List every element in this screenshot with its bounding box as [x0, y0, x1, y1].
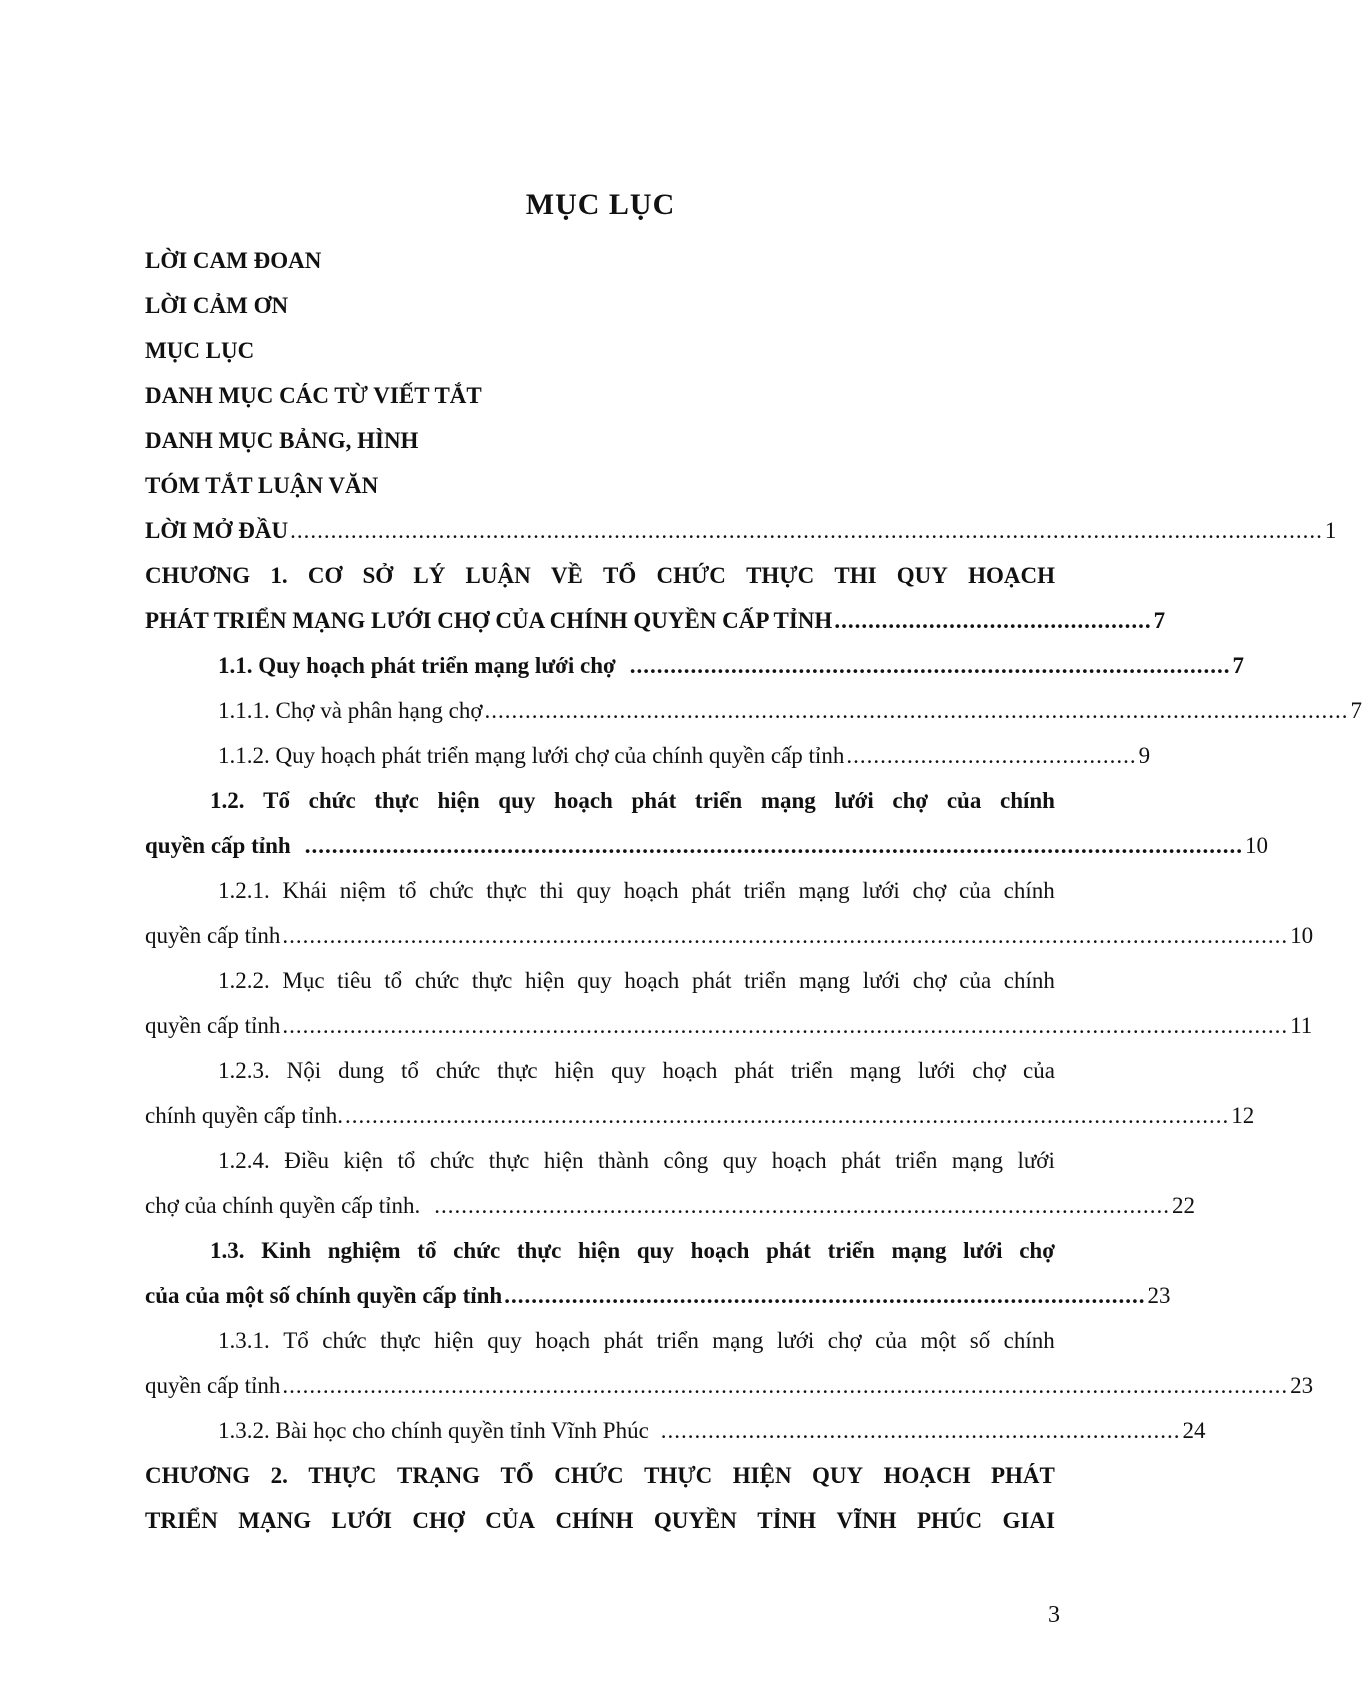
toc-entry-chuong-1-line1[interactable] — [145, 559, 1055, 593]
dot-leader: ..................................................................................................................................................... — [282, 1013, 1289, 1038]
word: triển — [743, 878, 786, 903]
dot-leader: ......................................................................................... — [629, 653, 1231, 678]
word: quy — [636, 1238, 674, 1263]
word: lưới — [963, 1238, 1003, 1263]
word: tổ — [398, 878, 417, 903]
word: THỰC — [644, 1463, 713, 1488]
word: chợ — [912, 878, 947, 903]
word: mạng — [760, 788, 816, 813]
entry-page: 7 — [1232, 653, 1244, 678]
toc-entry-1-3-1-line1[interactable] — [218, 1324, 1055, 1358]
word: Khái — [282, 878, 328, 903]
toc-entry-chuong-2-line1[interactable] — [145, 1459, 1055, 1493]
word: CHƯƠNG — [145, 1463, 251, 1488]
word: chức — [429, 1148, 475, 1173]
word: Nội — [286, 1058, 322, 1083]
word: triển — [827, 1238, 875, 1263]
word: thực — [471, 968, 513, 993]
dot-leader: ............................................... — [834, 608, 1152, 633]
entry-page: 23 — [1147, 1283, 1171, 1308]
entry-page: 7 — [1153, 608, 1166, 633]
entry-text: 1.1.1. Chợ và phân hạng chợ — [218, 698, 483, 723]
dot-leader: ........................................................................................................................................... — [304, 833, 1243, 858]
word: lưới — [776, 1328, 815, 1353]
word: chính — [1003, 878, 1055, 903]
word: kiện — [343, 1148, 384, 1173]
word: thực — [516, 1238, 562, 1263]
word: TRẠNG — [397, 1463, 481, 1488]
entry-text: của của một số chính quyền cấp tỉnh — [145, 1283, 503, 1308]
toc-entry-1-1-2[interactable] — [218, 739, 1151, 773]
word: phát — [766, 1238, 811, 1263]
entry-page: 9 — [1138, 743, 1151, 768]
word: lưới — [834, 788, 874, 813]
word: của — [946, 788, 982, 813]
word: của — [1023, 1058, 1055, 1083]
word: VĨNH — [836, 1508, 897, 1533]
word: Kinh — [261, 1238, 312, 1263]
word: thực — [486, 878, 527, 903]
word: CHỢ — [412, 1508, 465, 1533]
toc-entry-danh-muc-bang-hinh[interactable]: DANH MỤC BẢNG, HÌNH — [145, 428, 419, 453]
word: quy — [498, 788, 536, 813]
word: triển — [790, 1058, 833, 1083]
word: triển — [744, 968, 787, 993]
word: hiện — [525, 968, 565, 993]
word: lưới — [917, 1058, 956, 1083]
word: thực — [488, 1148, 530, 1173]
dot-leader: ..................................................................................................................................................... — [282, 923, 1289, 948]
word: 1.2.3. — [218, 1058, 270, 1083]
word: HIỆN — [732, 1463, 792, 1488]
word: chức — [414, 968, 460, 993]
toc-entry-muc-luc[interactable]: MỤC LỤC — [145, 338, 255, 363]
word: hoạch — [535, 1328, 591, 1353]
toc-entry-tom-tat[interactable]: TÓM TẮT LUẬN VĂN — [145, 473, 379, 498]
word: phát — [631, 788, 677, 813]
dot-leader: ................................................................................................................................... — [345, 1103, 1230, 1128]
word: chính — [1003, 968, 1055, 993]
dot-leader: ........................................... — [846, 743, 1137, 768]
word: TỔ — [500, 1463, 534, 1488]
word: tổ — [397, 1148, 416, 1173]
word: mạng — [849, 1058, 901, 1083]
toc-entry-1-2-2-line1[interactable] — [218, 964, 1055, 998]
word: hiện — [543, 1148, 584, 1173]
word: tổ — [400, 1058, 419, 1083]
entry-text: chính quyền cấp tỉnh. — [145, 1103, 344, 1128]
word: 1.2.2. — [218, 968, 270, 993]
toc-entry-1-1-1[interactable] — [218, 694, 1362, 728]
word: 1. — [270, 563, 288, 588]
entry-page: 1 — [1324, 518, 1337, 543]
word: TRIỂN — [145, 1508, 218, 1533]
word: tổ — [384, 968, 403, 993]
word: hiện — [578, 1238, 621, 1263]
word: chợ — [892, 788, 929, 813]
word: mạng — [712, 1328, 764, 1353]
word: lưới — [862, 968, 901, 993]
word: 1.3. — [210, 1238, 245, 1263]
entry-page: 22 — [1172, 1193, 1196, 1218]
word: mạng — [798, 878, 850, 903]
word: Tổ — [263, 788, 290, 813]
toc-entry-1-3-1-line2[interactable] — [145, 1369, 1314, 1403]
word: QUY — [812, 1463, 864, 1488]
word: thành — [597, 1148, 650, 1173]
word: CHÍNH — [555, 1508, 634, 1533]
word: PHÁT — [990, 1463, 1055, 1488]
word: 1.2. — [210, 788, 245, 813]
word: chính — [999, 788, 1055, 813]
toc-entry-1-3-2[interactable] — [218, 1414, 1206, 1448]
word: quy — [576, 878, 612, 903]
entry-text: 1.1. Quy hoạch phát triển mạng lưới chợ — [218, 653, 616, 678]
word: Mục — [282, 968, 325, 993]
word: chợ — [972, 1058, 1007, 1083]
word: hoạch — [662, 1058, 718, 1083]
word: LUẬN — [465, 563, 531, 588]
word: phát — [691, 968, 732, 993]
word: triển — [656, 1328, 699, 1353]
word: hoạch — [623, 878, 679, 903]
word: VỀ — [550, 563, 583, 588]
word: LƯỚI — [331, 1508, 392, 1533]
word: HOẠCH — [968, 563, 1055, 588]
word: PHÚC — [916, 1508, 983, 1533]
toc-entry-1-2-2-line2[interactable] — [145, 1009, 1313, 1043]
word: lưới — [1017, 1148, 1055, 1173]
word: quy — [722, 1148, 758, 1173]
word: TỔ — [603, 563, 637, 588]
word: triển — [694, 788, 743, 813]
word: CHƯƠNG — [145, 563, 251, 588]
entry-text: chợ của chính quyền cấp tỉnh. — [145, 1193, 421, 1218]
word: LÝ — [413, 563, 446, 588]
entry-text: 1.3.2. Bài học cho chính quyền tỉnh Vĩnh Phúc — [218, 1418, 649, 1443]
dot-leader: ............................................................................................... — [504, 1283, 1146, 1308]
word: thực — [497, 1058, 538, 1083]
dot-leader: ..................................................................................................................................................... — [282, 1373, 1289, 1398]
entry-page: 23 — [1290, 1373, 1314, 1398]
word: tổ — [417, 1238, 437, 1263]
word: MẠNG — [238, 1508, 312, 1533]
page-number: 3 — [1048, 1602, 1060, 1628]
word: mạng — [798, 968, 851, 993]
word: số — [969, 1328, 991, 1353]
entry-page: 7 — [1350, 698, 1362, 723]
entry-text: quyền cấp tỉnh — [145, 923, 281, 948]
dot-leader: ......................................................................................................................................................... — [290, 518, 1323, 543]
word: niệm — [339, 878, 386, 903]
word: nghiệm — [327, 1238, 401, 1263]
word: chợ — [1019, 1238, 1055, 1263]
word: chợ — [912, 968, 947, 993]
word: HOẠCH — [883, 1463, 971, 1488]
word: chức — [453, 1238, 501, 1263]
word: quy — [611, 1058, 646, 1083]
entry-text: quyền cấp tỉnh — [145, 1013, 281, 1038]
toc-entry-1-2-line1[interactable] — [210, 784, 1055, 818]
word: của — [959, 968, 992, 993]
word: QUYỀN — [653, 1508, 737, 1533]
entry-text: 1.1.2. Quy hoạch phát triển mạng lưới chợ của chính quyền cấp tỉnh — [218, 743, 845, 768]
word: hoạch — [624, 968, 680, 993]
word: 1.3.1. — [218, 1328, 270, 1353]
word: mạng — [951, 1148, 1003, 1173]
entry-text: quyền cấp tỉnh — [145, 1373, 281, 1398]
word: 1.2.4. — [218, 1148, 270, 1173]
word: THỰC — [308, 1463, 377, 1488]
word: TỈNH — [757, 1508, 817, 1533]
word: CHỨC — [656, 563, 726, 588]
word: chức — [322, 1328, 367, 1353]
toc-entry-loi-cam-doan[interactable]: LỜI CAM ĐOAN — [145, 248, 322, 273]
word: chức — [308, 788, 356, 813]
word: SỞ — [362, 563, 394, 588]
word: thi — [539, 878, 564, 903]
toc-entry-chuong-2-line2[interactable] — [145, 1504, 1055, 1538]
toc-entry-1-1[interactable] — [218, 649, 1244, 683]
entry-page: 12 — [1231, 1103, 1255, 1128]
word: quy — [487, 1328, 522, 1353]
entry-page: 24 — [1182, 1418, 1206, 1443]
toc-entry-1-2-4-line2[interactable] — [145, 1189, 1196, 1223]
toc-entry-loi-mo-dau[interactable] — [145, 514, 1337, 548]
toc-entry-danh-muc-viet-tat[interactable]: DANH MỤC CÁC TỪ VIẾT TẮT — [145, 383, 482, 408]
word: CƠ — [307, 563, 343, 588]
word: của — [959, 878, 991, 903]
word: thực — [380, 1328, 421, 1353]
toc-entry-1-3-line2[interactable] — [145, 1279, 1171, 1313]
entry-page: 11 — [1290, 1013, 1313, 1038]
word: THỰC — [746, 563, 815, 588]
word: hiện — [434, 1328, 474, 1353]
word: hiện — [554, 1058, 595, 1083]
toc-entry-1-2-4-line1[interactable] — [218, 1144, 1055, 1178]
word: chính — [1003, 1328, 1055, 1353]
word: THI — [834, 563, 877, 588]
dot-leader: ............................................................................. — [660, 1418, 1181, 1443]
word: chức — [429, 878, 474, 903]
word: Tổ — [283, 1328, 309, 1353]
dot-leader: ................................................................................................................................ — [484, 698, 1349, 723]
entry-text: PHÁT TRIỂN MẠNG LƯỚI CHỢ CỦA CHÍNH QUYỀN CẤP TỈNH — [145, 608, 833, 633]
toc-entry-1-2-line2[interactable] — [145, 829, 1268, 863]
entry-text: LỜI MỞ ĐẦU — [145, 518, 289, 543]
word: phát — [734, 1058, 774, 1083]
toc-entry-loi-cam-on[interactable]: LỜI CẢM ƠN — [145, 293, 289, 318]
word: phát — [691, 878, 731, 903]
toc-entry-chuong-1-line2[interactable] — [145, 604, 1166, 638]
entry-text: quyền cấp tỉnh — [145, 833, 291, 858]
word: phát — [603, 1328, 644, 1353]
toc-entry-1-2-3-line1[interactable] — [218, 1054, 1055, 1088]
entry-page: 10 — [1244, 833, 1268, 858]
word: CỦA — [485, 1508, 536, 1533]
word: tiêu — [337, 968, 372, 993]
word: dung — [338, 1058, 385, 1083]
word: 1.2.1. — [218, 878, 270, 903]
word: Điều — [284, 1148, 329, 1173]
word: công — [663, 1148, 709, 1173]
word: của — [875, 1328, 908, 1353]
word: chức — [435, 1058, 481, 1083]
word: thực — [374, 788, 419, 813]
word: 2. — [270, 1463, 288, 1488]
toc-entry-1-2-1-line2[interactable] — [145, 919, 1314, 953]
word: quy — [577, 968, 612, 993]
toc-title: MỤC LỤC — [525, 188, 676, 221]
toc-entry-1-3-line1[interactable] — [210, 1234, 1055, 1268]
word: lưới — [862, 878, 900, 903]
word: triển — [895, 1148, 938, 1173]
toc-entry-1-2-3-line2[interactable] — [145, 1099, 1255, 1133]
dot-leader: ............................................................................................................. — [434, 1193, 1171, 1218]
word: QUY — [896, 563, 948, 588]
word: phát — [841, 1148, 881, 1173]
word: hiện — [437, 788, 480, 813]
toc-entry-1-2-1-line1[interactable] — [218, 874, 1055, 908]
word: hoạch — [690, 1238, 750, 1263]
word: mạng — [891, 1238, 947, 1263]
word: chợ — [827, 1328, 862, 1353]
word: một — [920, 1328, 957, 1353]
entry-page: 10 — [1290, 923, 1314, 948]
word: hoạch — [554, 788, 613, 813]
word: GIAI — [1002, 1508, 1055, 1533]
word: hoạch — [771, 1148, 827, 1173]
word: CHỨC — [554, 1463, 624, 1488]
